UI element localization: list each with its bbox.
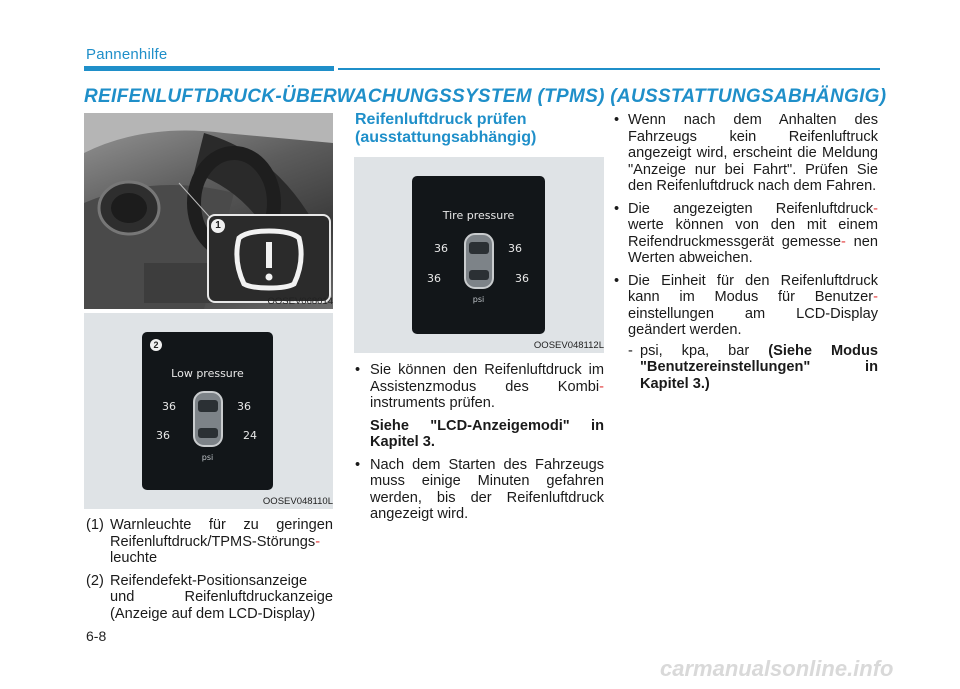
middle-text [355,362,604,529]
tire-front-right: 36 [237,400,251,413]
sub-dash: - [628,342,633,359]
screen-title: Low pressure [171,367,244,380]
tpms-warning-icon [209,216,329,301]
page-title: REIFENLUFTDRUCK-ÜBERWACHUNGSSYSTEM (TPMS) (AUSSTATTUNGSABHÄNGIG) [84,86,887,107]
car-top-view-icon [192,390,224,448]
tire-rear-left: 36 [156,429,170,442]
legend-list [86,517,333,628]
bullet-dot: • [355,456,361,473]
bullet-text-end: nen Werten abweichen. [628,233,878,266]
low-pressure-screen [142,332,273,490]
unit-label: psi [201,453,214,462]
header-rule-thick [84,66,334,71]
section-label: Pannenhilfe [86,46,168,63]
bullet-text-cont: werte können von den mit einem Reifendruckmessgerät gemesse [628,217,878,250]
tire-rear-right: 36 [515,272,529,285]
bullet-dot: • [614,272,620,289]
bullet-dot: • [614,112,620,128]
legend-text-cont: leuchte [110,550,158,566]
tire-front-left: 36 [434,242,448,255]
tire-pressure-screen [412,176,545,334]
tire-rear-left: 36 [427,272,441,285]
watermark: carmanualsonline.info [660,656,894,681]
tire-rear-right: 24 [243,429,257,442]
hyphen: - [873,200,878,217]
figure-code-2: OOSEV048110L [262,496,333,507]
hyphen: - [840,233,846,250]
right-text [614,112,878,398]
warning-callout [207,214,331,303]
legend-text: Reifendefekt-Positionsanzeige und Reifenluftdruckanzeige (Anzeige auf dem LCD-Display) [110,572,333,622]
bullet-item [614,273,878,393]
cross-reference: Siehe "LCD-Anzeigemodi" in Kapitel 3. [370,417,604,450]
bullet-text: Wenn nach dem Anhalten des Fahrzeugs kein Reifenluftruck angezeigt wird, erscheint die Meldung "Anzeige nur bei Fahrt". Prüfen Sie den Reifenluftdruck nach dem Fahren. [628,112,878,194]
tire-front-left: 36 [162,400,176,413]
unit-label: psi [472,295,485,304]
hyphen: - [599,378,604,395]
bullet-dot: • [614,200,620,217]
page-number: 6-8 [86,628,107,644]
bullet-item [614,112,878,195]
bullet-dot: • [355,362,361,378]
legend-text: Warnleuchte für zu geringen Reifenluftdruck/TPMS-Störungs [110,517,333,550]
callout-marker-2: 2 [150,339,162,351]
cross-reference: (Siehe Modus "Benutzereinstellungen" in Kapitel 3.) [640,342,878,392]
callout-marker-1: 1 [211,219,225,233]
car-top-view-icon [463,232,495,290]
hyphen: - [315,533,321,550]
bullet-item [614,201,878,267]
bullet-text: Nach dem Starten des Fahrzeugs muss einige Minuten gefahren werden, bis der Reifenluftdruck angezeigt wird. [370,456,604,522]
legend-item-2 [86,573,333,623]
header-rule-thin [338,68,880,70]
legend-number: (2) [86,572,104,589]
section-heading: Reifenluftdruck prüfen (ausstattungsabhängig) [355,111,537,146]
bullet-text: Sie können den Reifenluftdruck im Assistenzmodus des Kombi [370,362,604,395]
dashboard-photo [84,113,333,309]
bullet-text-cont: instruments prüfen. [370,395,495,411]
sub-item [628,343,878,393]
tire-front-right: 36 [508,242,522,255]
bullet-item [355,457,604,523]
bullet-item [355,362,604,451]
screen-title: Tire pressure [442,209,515,222]
bullet-text: Die Einheit für den Reifenluftdruck kann im Modus für Benutzer [628,272,878,305]
legend-item-1 [86,517,333,567]
bullet-text-cont: einstellungen am LCD-Display geändert werden. [628,305,878,338]
sub-item-plain: psi, kpa, bar [640,342,750,359]
legend-number: (1) [86,517,104,533]
figure-code-1: OOSEV068014 [267,296,333,307]
figure-code-3: OOSEV048112L [533,340,604,351]
bullet-text: Die angezeigten Reifenluftdruck [628,200,874,217]
hyphen: - [873,289,878,305]
